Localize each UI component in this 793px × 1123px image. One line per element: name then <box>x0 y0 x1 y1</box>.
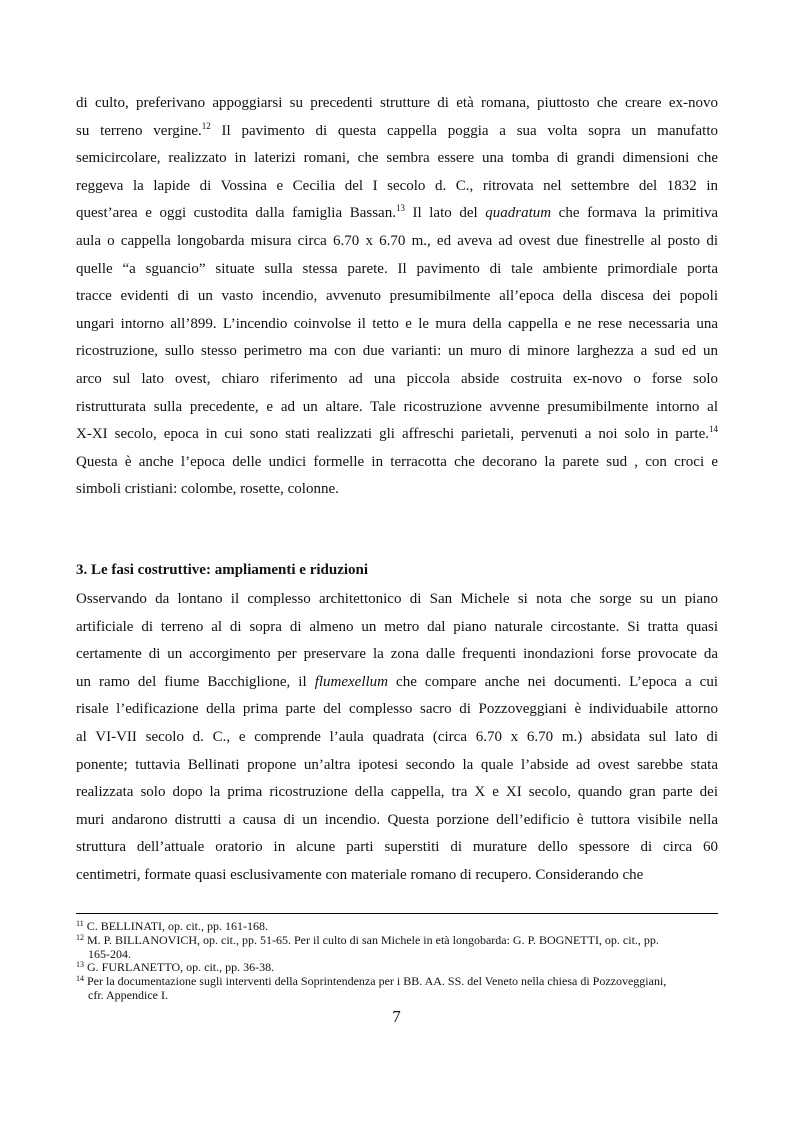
text-line: un ramo del fiume Bacchiglione, il flumexellum che compare anche nei documenti. L’epoca a cui <box>76 673 718 690</box>
text-line: realizzata solo dopo la prima ricostruzione della cappella, tra X e XI secolo, quando gran parte dei <box>76 784 718 801</box>
text-line: ristrutturata sulla precedente, e ad un altare. Tale ricostruzione avvenne presumibilmente intorno al <box>76 398 718 415</box>
footnote-text: G. FURLANETTO, op. cit., pp. 36-38. <box>84 960 275 975</box>
footnote <box>76 920 718 934</box>
footnote-ref: 12 <box>201 120 211 131</box>
footnote-ref: 14 <box>709 424 718 435</box>
footnote-ref: 13 <box>395 203 405 214</box>
text-line: tracce evidenti di un vasto incendio, avvenuto presumibilmente all’epoca della discesa dei popoli <box>76 288 718 305</box>
footnote-text: Per la documentazione sugli interventi della Soprintendenza per i BB. AA. SS. del Veneto nella chiesa di Pozzoveggiani, <box>84 974 667 989</box>
footnote <box>76 961 718 975</box>
paragraph-text <box>76 586 718 890</box>
text-line: simboli cristiani: colombe, rosette, colonne. <box>76 481 339 498</box>
footnote-text: M. P. BILLANOVICH, op. cit., pp. 51-65. Per il culto di san Michele in età longobarda: G. P. BOGNETTI, op. cit., pp. <box>84 932 659 947</box>
text-line: ricostruzione, sullo stesso perimetro ma con due varianti: un muro di minore larghezza a sud ed un <box>76 343 718 360</box>
italic-term: quadratum <box>485 205 552 222</box>
footnote <box>76 975 718 1003</box>
text-line: ungari intorno all’899. L’incendio coinvolse il tetto e le mura della cappella e ne rese necessaria una <box>76 315 718 332</box>
footnote-text: C. BELLINATI, op. cit., pp. 161-168. <box>83 919 269 933</box>
text-line: al VI-VII secolo d. C., e comprende l’aula quadrata (circa 6.70 x 6.70 m.) absidata sul lato di <box>76 728 718 745</box>
text-line: Osservando da lontano il complesso architettonico di San Michele si nota che sorge su un piano <box>76 591 718 607</box>
footnote <box>76 934 718 962</box>
text-line: muri andarono distrutti a causa di un incendio. Questa porzione dell’edificio è tuttora visibile nella <box>76 811 718 828</box>
body-paragraph-2 <box>76 586 718 890</box>
footnote-number: 11 <box>76 919 84 928</box>
text-line: arco sul lato ovest, chiaro riferimento ad una piccola abside costruita ex-novo o forse solo <box>76 370 718 387</box>
text-line: su terreno vergine.$^{12}$ Il pavimento di questa cappella poggia a sua volta sopra un manufatto <box>76 120 718 139</box>
text-line: quest’area e oggi custodita dalla famiglia Bassan.$^{13}$ Il lato del quadratum che formava la primitiva <box>76 203 719 222</box>
text-line: artificiale di terreno al di sopra di almeno un metro dal piano naturale circostante. Si tratta quasi <box>76 618 718 635</box>
text-line: X-XI secolo, epoca in cui sono stati realizzati gli affreschi parietali, pervenuti a noi solo in parte.$^{14}$ <box>76 424 718 443</box>
footnote-number: 14 <box>76 974 84 984</box>
text-line: ponente; tuttavia Bellinati propone un’altra ipotesi secondo la quale l’abside ad ovest sarebbe stata <box>76 756 718 773</box>
page-number: 7 <box>392 1007 401 1026</box>
footnotes <box>76 920 718 1003</box>
section-heading: 3. Le fasi costruttive: ampliamenti e riduzioni <box>76 562 369 578</box>
footnote-number: 13 <box>76 960 84 970</box>
footnote-separator <box>76 913 718 914</box>
body-paragraph-1 <box>76 90 718 504</box>
footnote-number: 12 <box>76 932 84 942</box>
text-line: certamente di un accorgimento per preservare la zona dalle frequenti inondazioni forse provocate da <box>76 646 718 663</box>
text-line: reggeva la lapide di Vossina e Cecilia del I secolo d. C., ritrovata nel settembre del 1832 in <box>76 177 718 194</box>
footnote-continuation: cfr. Appendice I. <box>88 987 168 1002</box>
italic-term: flumexellum <box>314 673 388 690</box>
text-line: risale l’edificazione della prima parte del complesso sacro di Pozzoveggiani è individuabile attorno <box>76 701 718 718</box>
text-line: di culto, preferivano appoggiarsi su precedenti strutture di età romana, piuttosto che creare ex-novo <box>76 95 718 111</box>
paragraph-text <box>76 90 718 504</box>
footnote-continuation: 165-204. <box>88 946 131 961</box>
text-line: semicircolare, realizzato in laterizi romani, che sembra essere una tomba di grandi dimensioni che <box>76 150 718 167</box>
text-line: quelle “a sguancio” situate sulla stessa parete. Il pavimento di tale ambiente primordiale porta <box>76 260 718 277</box>
text-line: centimetri, formate quasi esclusivamente con materiale romano di recupero. Considerando che <box>76 866 644 883</box>
text-line: struttura dell’attuale oratorio in alcune parti superstiti di murature dello spessore di circa 60 <box>76 839 718 856</box>
text-line: aula o cappella longobarda misura circa 6.70 x 6.70 m., ed aveva ad ovest due finestrelle al posto di <box>76 232 718 249</box>
text-line: Questa è anche l’epoca delle undici formelle in terracotta che decorano la parete sud , con croci e <box>76 453 718 470</box>
